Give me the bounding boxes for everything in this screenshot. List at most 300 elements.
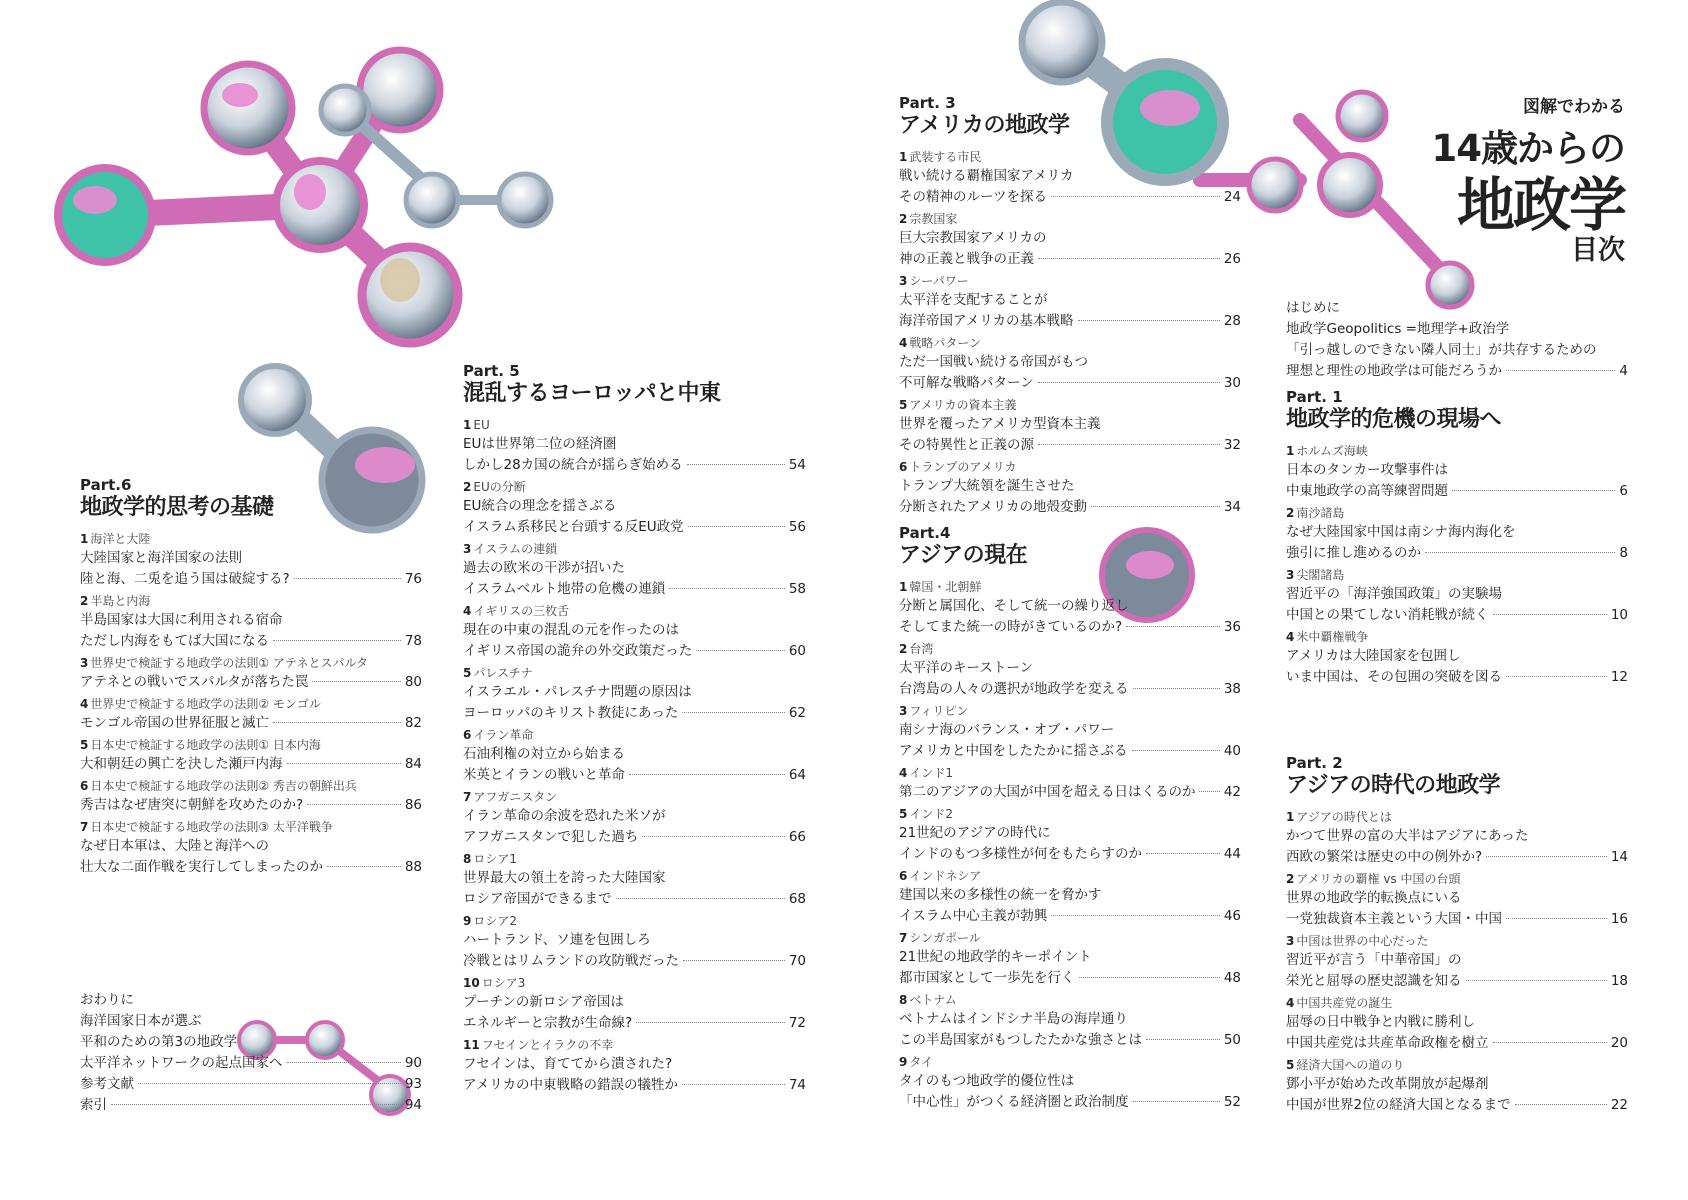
entry-title: 第二のアジアの大国が中国を超える日はくるのか	[899, 784, 1196, 800]
part1-title: 地政学的危機の現場へ	[1286, 407, 1502, 432]
entry-number: 1	[463, 418, 472, 432]
toc-entry	[463, 602, 806, 662]
entry-line: 21世紀のアジアの時代に	[899, 825, 1051, 841]
entry-subheading	[80, 654, 422, 672]
page-number: 52	[1223, 1094, 1241, 1110]
entry-line: ベトナムはインドシナ半島の海岸通り	[899, 1011, 1128, 1027]
entry-title: 中東地政学の高等練習問題	[1286, 483, 1448, 499]
entry-number: 1	[1286, 810, 1295, 824]
entry-number: 6	[899, 869, 908, 883]
entry-subheading	[1286, 808, 1628, 826]
entry-title: 不可解な戦略パターン	[899, 375, 1034, 391]
dot-leader	[1038, 382, 1220, 383]
toc-entry	[463, 912, 806, 972]
dot-leader	[327, 866, 401, 867]
entry-subheading	[899, 764, 1241, 782]
toc-link-ending[interactable]: 太平洋ネットワークの起点国家へ 90	[80, 1055, 422, 1071]
page-number: 50	[1223, 1032, 1241, 1048]
toc-link[interactable]	[899, 1030, 1241, 1051]
entry-title: 米英とイランの戦いと革命	[463, 767, 625, 783]
entry-number: 4	[1286, 630, 1295, 644]
page-number: 20	[1610, 1035, 1628, 1051]
dot-leader	[1506, 676, 1607, 677]
page-number: 60	[788, 643, 806, 659]
entry-title: 中国共産党は共産革命政権を樹立	[1286, 1035, 1489, 1051]
page-number: 34	[1223, 499, 1241, 515]
toc-entry	[1286, 808, 1628, 868]
toc-link[interactable]	[1286, 605, 1628, 626]
toc-link[interactable]	[899, 1092, 1241, 1113]
toc-entry	[899, 1053, 1241, 1113]
entry-number: 2	[1286, 872, 1295, 886]
part1-entries	[1286, 442, 1628, 688]
dot-leader	[1146, 1039, 1220, 1040]
entry-topic: フィリピン	[909, 704, 969, 718]
intro-line: 地政学Geopolitics =地理学+政治学	[1286, 321, 1510, 337]
toc-link[interactable]	[463, 765, 806, 786]
book-title-line2: 地政学	[1456, 171, 1625, 239]
toc-entry	[463, 726, 806, 786]
entry-topic: インド2	[909, 807, 953, 821]
entry-number: 3	[80, 656, 89, 670]
entry-topic: シンガポール	[909, 931, 981, 945]
entry-line: 21世紀の地政学的キーポイント	[899, 949, 1092, 965]
entry-number: 7	[899, 931, 908, 945]
entry-line: 戦い続ける覇権国家アメリカ	[899, 168, 1074, 184]
entry-title: 都市国家として一歩先を行く	[899, 970, 1075, 986]
entry-subheading	[899, 702, 1241, 720]
page-number: 30	[1223, 375, 1241, 391]
entry-title: アテネとの戦いでスパルタが落ちた罠	[80, 674, 309, 690]
entry-topic: アメリカの資本主義	[909, 398, 1017, 412]
toc-link-references[interactable]: 参考文献 93	[80, 1076, 422, 1092]
entry-number: 5	[899, 398, 908, 412]
entry-line: 鄧小平が始めた改革開放が起爆剤	[1286, 1076, 1489, 1092]
entry-topic: 韓国・北朝鮮	[909, 580, 982, 594]
page-number: 72	[788, 1015, 806, 1031]
toc-entry	[899, 578, 1241, 638]
book-title-line1: 14歳からの	[1431, 127, 1625, 170]
entry-number: 5	[80, 738, 89, 752]
ending-line: 海洋国家日本が選ぶ	[80, 1013, 202, 1029]
part6-label: Part.6	[80, 476, 132, 494]
entry-topic: 日本史で検証する地政学の法則① 日本内海	[90, 738, 321, 752]
dot-leader	[1038, 258, 1220, 259]
toc-link[interactable]	[80, 569, 422, 590]
ending-label: おわりに	[80, 992, 134, 1008]
page-number: 28	[1223, 313, 1241, 329]
entry-subheading	[899, 396, 1241, 414]
entry-subheading	[463, 416, 806, 434]
toc-link[interactable]	[463, 641, 806, 662]
toc-entry	[1286, 870, 1628, 930]
toc-link[interactable]	[463, 455, 806, 476]
entry-subheading	[899, 578, 1241, 596]
dot-leader	[688, 526, 785, 527]
entry-number: 8	[899, 993, 908, 1007]
entry-topic: ロシア2	[473, 914, 517, 928]
toc-entry	[463, 478, 806, 538]
entry-topic: 海洋と大陸	[90, 532, 151, 546]
entry-number: 4	[80, 697, 89, 711]
entry-topic: パレスチナ	[473, 666, 533, 680]
toc-entry	[463, 664, 806, 724]
part5-title: 混乱するヨーロッパと中東	[463, 381, 721, 406]
toc-link[interactable]	[899, 311, 1241, 332]
entry-title: そしてまた統一の時がきているのか?	[899, 619, 1123, 635]
toc-entry	[463, 416, 806, 476]
dot-leader	[1146, 853, 1220, 854]
entry-number: 2	[80, 594, 89, 608]
entry-title: 一党独裁資本主義という大国・中国	[1286, 911, 1502, 927]
dot-leader	[312, 681, 400, 682]
entry-subheading	[1286, 994, 1628, 1012]
toc-entry	[80, 530, 422, 590]
entry-title: 西欧の繁栄は歴史の中の例外か?	[1286, 849, 1483, 865]
dot-leader	[1051, 196, 1220, 197]
toc-entry	[80, 654, 422, 693]
toc-entry	[463, 788, 806, 848]
entry-line: 半島国家は大国に利用される宿命	[80, 612, 283, 628]
dot-leader	[1051, 915, 1220, 916]
entry-subheading	[80, 818, 422, 836]
dot-leader	[1132, 750, 1220, 751]
entry-topic: 米中覇権戦争	[1296, 630, 1369, 644]
entry-number: 2	[899, 642, 908, 656]
entry-subheading	[463, 726, 806, 744]
toc-entry	[80, 592, 422, 652]
entry-number: 7	[463, 790, 472, 804]
entry-title: ただし内海をもてば大国になる	[80, 633, 269, 649]
entry-topic: ロシア3	[481, 976, 526, 990]
toc-entry	[899, 764, 1241, 803]
entry-number: 3	[463, 542, 472, 556]
entry-subheading	[1286, 504, 1628, 522]
entry-subheading	[463, 974, 806, 992]
entry-line: EU統合の理念を揺さぶる	[463, 498, 617, 514]
entry-subheading	[899, 991, 1241, 1009]
entry-subheading	[899, 929, 1241, 947]
entry-title: イスラム系移民と台頭する反EU政党	[463, 519, 684, 535]
entry-title: その特異性と正義の源	[899, 437, 1034, 453]
entry-topic: シーパワー	[909, 274, 969, 288]
toc-link-index[interactable]: 索引 94	[80, 1097, 422, 1113]
page-number: 12	[1610, 669, 1628, 685]
toc-link[interactable]	[463, 889, 806, 910]
entry-number: 6	[80, 779, 89, 793]
toc-entry	[463, 1036, 806, 1096]
part2-entries	[1286, 808, 1628, 1116]
toc-entry	[463, 540, 806, 600]
dot-leader	[1133, 688, 1220, 689]
page-number: 40	[1223, 743, 1241, 759]
entry-number: 6	[463, 728, 472, 742]
entry-subheading	[463, 478, 806, 496]
toc-link[interactable]	[1286, 971, 1628, 992]
page-number: 44	[1223, 846, 1241, 862]
entry-topic: 南沙諸島	[1296, 506, 1345, 520]
toc-entry	[899, 702, 1241, 762]
toc-entry	[899, 272, 1241, 332]
page-number: 66	[788, 829, 806, 845]
entry-subheading	[899, 867, 1241, 885]
entry-subheading	[463, 850, 806, 868]
toc-link-intro[interactable]: 理想と理性の地政学は可能だろうか 4	[1286, 363, 1628, 379]
toc-link[interactable]	[463, 579, 806, 600]
toc-entry	[1286, 628, 1628, 688]
entry-topic: インド1	[909, 766, 953, 780]
entry-title: この半島国家がもつしたたかな強さとは	[899, 1032, 1142, 1048]
entry-subheading	[80, 695, 422, 713]
part4-title: アジアの現在	[899, 543, 1028, 568]
entry-number: 5	[463, 666, 472, 680]
toc-link[interactable]	[899, 435, 1241, 456]
page-number: 86	[404, 797, 422, 813]
entry-title: 中国との果てしない消耗戦が続く	[1286, 607, 1489, 623]
page-number: 62	[788, 705, 806, 721]
col-part6	[80, 470, 422, 880]
entry-topic: タイ	[909, 1055, 934, 1069]
entry-subheading	[899, 805, 1241, 823]
entry-line: 太平洋のキーストーン	[899, 660, 1034, 676]
part3-entries	[899, 148, 1241, 518]
entry-subheading	[463, 664, 806, 682]
toc-entry	[80, 736, 422, 775]
entry-line: アメリカは大陸国家を包囲し	[1286, 648, 1461, 664]
page-number: 70	[788, 953, 806, 969]
page-number: 10	[1610, 607, 1628, 623]
dot-leader	[1493, 1042, 1607, 1043]
part2-label: Part. 2	[1286, 754, 1343, 772]
entry-number: 2	[1286, 506, 1295, 520]
page-number: 80	[404, 674, 422, 690]
entry-subheading	[1286, 442, 1628, 460]
page-number: 8	[1619, 545, 1628, 561]
page-number: 24	[1223, 189, 1241, 205]
entry-line: かつて世界の富の大半はアジアにあった	[1286, 828, 1529, 844]
page-number: 84	[404, 756, 422, 772]
entry-title: イスラムベルト地帯の危機の連鎖	[463, 581, 666, 597]
toc-link[interactable]	[1286, 847, 1628, 868]
entry-line: なぜ日本軍は、大陸と海洋への	[80, 838, 269, 854]
toc-link[interactable]	[899, 249, 1241, 270]
entry-title: インドのもつ多様性が何をもたらすのか	[899, 846, 1142, 862]
entry-topic: イスラムの連鎖	[473, 542, 558, 556]
dot-leader	[287, 763, 401, 764]
entry-subheading	[899, 458, 1241, 476]
entry-subheading	[463, 602, 806, 620]
entry-number: 4	[1286, 996, 1295, 1010]
toc-link[interactable]	[80, 795, 422, 816]
page-number: 58	[788, 581, 806, 597]
part3-title: アメリカの地政学	[899, 113, 1070, 138]
toc-entry	[1286, 1056, 1628, 1116]
entry-topic: 世界史で検証する地政学の法則① アテネとスパルタ	[90, 656, 368, 670]
toc-entry	[899, 640, 1241, 700]
toc-link[interactable]	[899, 782, 1241, 803]
entry-subheading	[1286, 566, 1628, 584]
toc-link[interactable]	[1286, 667, 1628, 688]
toc-entry	[80, 695, 422, 734]
dot-leader	[682, 1084, 785, 1085]
dot-leader	[1466, 980, 1607, 981]
toc-link[interactable]	[899, 741, 1241, 762]
entry-topic: 台湾	[909, 642, 934, 656]
entry-line: 大陸国家と海洋国家の法則	[80, 550, 242, 566]
entry-topic: ベトナム	[909, 993, 957, 1007]
entry-subheading	[899, 1053, 1241, 1071]
entry-subheading	[899, 334, 1241, 352]
toc-link[interactable]	[899, 617, 1241, 638]
entry-line: 過去の欧米の干渉が招いた	[463, 560, 625, 576]
entry-line: 現在の中東の混乱の元を作ったのは	[463, 622, 679, 638]
entry-title: イスラム中心主義が勃興	[899, 908, 1048, 924]
entry-subheading	[899, 148, 1241, 166]
dot-leader	[273, 640, 401, 641]
entry-title: いま中国は、その包囲の突破を図る	[1286, 669, 1502, 685]
entry-number: 3	[899, 704, 908, 718]
toc-link[interactable]	[899, 679, 1241, 700]
dot-leader	[307, 804, 401, 805]
entry-number: 4	[463, 604, 472, 618]
entry-number: 1	[899, 150, 908, 164]
entry-topic: アジアの時代とは	[1296, 810, 1392, 824]
dot-leader	[1078, 320, 1220, 321]
toc-link[interactable]	[80, 754, 422, 775]
toc-link[interactable]	[80, 631, 422, 652]
entry-title: イギリス帝国の詭弁の外交政策だった	[463, 643, 693, 659]
dot-leader	[1425, 552, 1615, 553]
toc-link[interactable]	[899, 968, 1241, 989]
toc-link[interactable]	[463, 1075, 806, 1096]
dot-leader	[682, 712, 784, 713]
part2-title: アジアの時代の地政学	[1286, 773, 1501, 798]
entry-number: 11	[463, 1038, 480, 1052]
toc-link[interactable]	[463, 703, 806, 724]
page-number: 18	[1610, 973, 1628, 989]
dot-leader	[273, 722, 401, 723]
entry-subheading	[463, 912, 806, 930]
part3-label: Part. 3	[899, 94, 956, 112]
toc-link[interactable]	[1286, 1033, 1628, 1054]
toc-link[interactable]	[1286, 909, 1628, 930]
entry-topic: イギリスの三枚舌	[473, 604, 570, 618]
entry-subheading	[899, 210, 1241, 228]
dot-leader	[1091, 506, 1220, 507]
toc-link[interactable]	[1286, 1095, 1628, 1116]
dot-leader	[1515, 1104, 1607, 1105]
entry-topic: アフガニスタン	[473, 790, 558, 804]
entry-number: 1	[899, 580, 908, 594]
toc-link[interactable]	[1286, 481, 1628, 502]
entry-line: フセインは、育ててから潰された?	[463, 1056, 673, 1072]
entry-number: 10	[463, 976, 480, 990]
entry-topic: 日本史で検証する地政学の法則② 秀吉の朝鮮出兵	[90, 779, 357, 793]
page-number: 22	[1610, 1097, 1628, 1113]
part5-label: Part. 5	[463, 362, 520, 380]
toc-link[interactable]	[899, 187, 1241, 208]
toc-link[interactable]	[899, 497, 1241, 518]
page-number: 26	[1223, 251, 1241, 267]
entry-topic: ロシア1	[473, 852, 517, 866]
page-number: 82	[404, 715, 422, 731]
page-number: 32	[1223, 437, 1241, 453]
dot-leader	[636, 1022, 785, 1023]
toc-entry	[899, 991, 1241, 1051]
toc-link[interactable]	[80, 713, 422, 734]
toc-entry	[899, 334, 1241, 394]
entry-topic: トランプのアメリカ	[909, 460, 1017, 474]
toc-link[interactable]	[1286, 543, 1628, 564]
entry-number: 2	[899, 212, 908, 226]
toc-link[interactable]	[899, 906, 1241, 927]
entry-line: 習近平の「海洋強国政策」の実験場	[1286, 586, 1502, 602]
toc-entry	[899, 929, 1241, 989]
dot-leader	[696, 650, 785, 651]
toc-entry	[80, 777, 422, 816]
toc-entry	[899, 805, 1241, 865]
entry-subheading	[80, 777, 422, 795]
toc-link[interactable]	[899, 373, 1241, 394]
entry-number: 3	[899, 274, 908, 288]
entry-topic: 日本史で検証する地政学の法則③ 太平洋戦争	[90, 820, 333, 834]
entry-subheading	[1286, 628, 1628, 646]
toc-entry	[899, 148, 1241, 208]
page-number: 74	[788, 1077, 806, 1093]
entry-title: 「中心性」がつくる経済圏と政治制度	[899, 1094, 1129, 1110]
entry-title: 冷戦とはリムランドの攻防戦だった	[463, 953, 679, 969]
entry-number: 9	[463, 914, 472, 928]
entry-title: 海洋帝国アメリカの基本戦略	[899, 313, 1074, 329]
page-number: 88	[404, 859, 422, 875]
entry-subheading	[1286, 932, 1628, 950]
entry-title: 強引に推し進めるのか	[1286, 545, 1421, 561]
toc-link[interactable]	[899, 844, 1241, 865]
toc-link[interactable]	[463, 517, 806, 538]
entry-subheading	[1286, 1056, 1628, 1074]
toc-link[interactable]	[463, 951, 806, 972]
toc-link[interactable]	[463, 827, 806, 848]
entry-number: 5	[1286, 1058, 1295, 1072]
entry-title: ロシア帝国ができるまで	[463, 891, 612, 907]
col-part1	[1286, 298, 1628, 690]
part5-entries	[463, 416, 806, 1096]
entry-line: ハートランド、ソ連を包囲しろ	[463, 932, 651, 948]
toc-link[interactable]	[80, 672, 422, 693]
entry-title: 台湾島の人々の選択が地政学を変える	[899, 681, 1129, 697]
toc-entry	[463, 850, 806, 910]
entry-topic: EU	[473, 418, 490, 432]
entry-topic: 経済大国への道のり	[1296, 1058, 1405, 1072]
dot-leader	[1133, 1101, 1220, 1102]
toc-link[interactable]	[463, 1013, 806, 1034]
entry-line: ただ一国戦い続ける帝国がもつ	[899, 354, 1088, 370]
toc-link[interactable]	[80, 857, 422, 878]
page-number: 42	[1223, 784, 1241, 800]
entry-topic: 中国は世界の中心だった	[1296, 934, 1429, 948]
page-number: 16	[1610, 911, 1628, 927]
entry-line: プーチンの新ロシア帝国は	[463, 994, 624, 1010]
col-part2	[1286, 748, 1628, 1118]
entry-topic: 世界史で検証する地政学の法則② モンゴル	[90, 697, 321, 711]
part1-label: Part. 1	[1286, 388, 1343, 406]
entry-subheading	[899, 640, 1241, 658]
entry-title: 神の正義と戦争の正義	[899, 251, 1034, 267]
entry-title: 陸と海、二兎を追う国は破綻する?	[80, 571, 290, 587]
entry-topic: フセインとイラクの不幸	[481, 1038, 614, 1052]
toc-heading: 目次	[1571, 235, 1625, 266]
entry-title: アフガニスタンで犯した過ち	[463, 829, 639, 845]
